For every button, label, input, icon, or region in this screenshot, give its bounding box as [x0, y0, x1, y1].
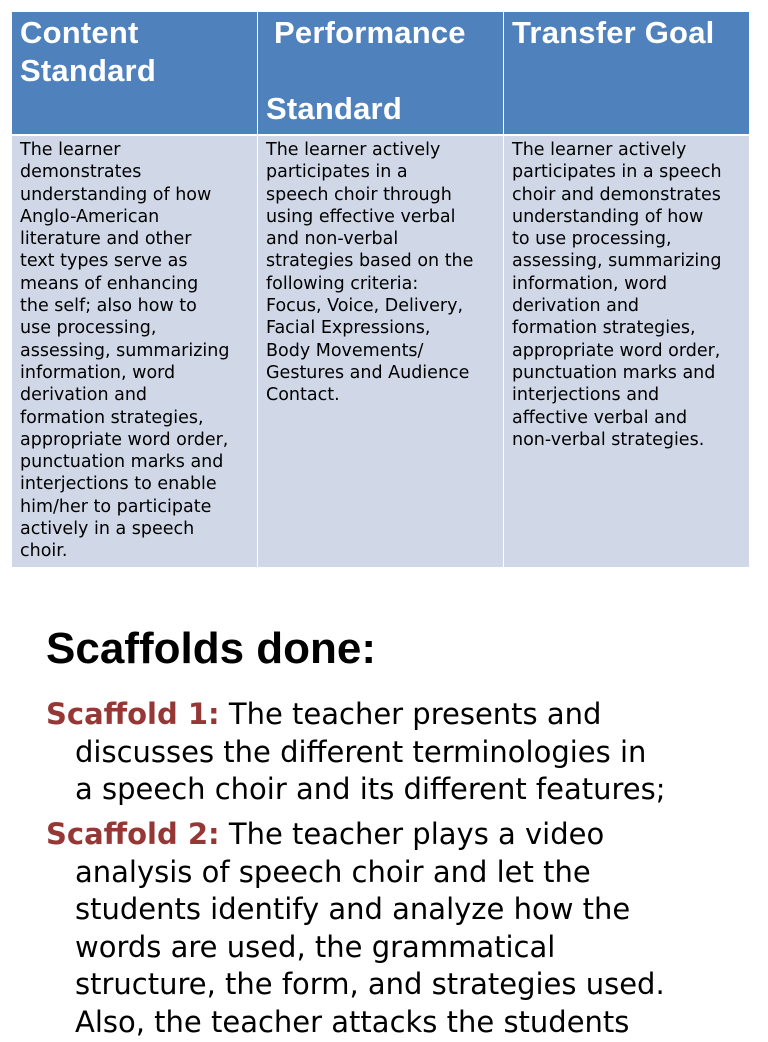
header-performance-standard	[258, 12, 503, 134]
header-line: Standard	[266, 91, 402, 126]
scaffold-line: a speech choir and its different features;	[75, 772, 666, 807]
scaffold-line	[46, 816, 756, 854]
cell-line: formation strategies,	[20, 407, 204, 428]
header-line: Performance	[274, 15, 466, 50]
cell-line: assessing, summarizing	[20, 340, 230, 361]
cell-line: Anglo-American	[20, 206, 160, 227]
cell-line: Gestures and Audience	[266, 362, 470, 383]
scaffold-line: analysis of speech choir and let the	[75, 854, 591, 889]
cell-line: punctuation marks and	[20, 452, 224, 473]
cell-line: using effective verbal	[266, 206, 456, 227]
scaffold-item-1	[46, 696, 756, 809]
cell-line: following criteria:	[266, 273, 419, 294]
cell-line: information, word	[20, 362, 176, 383]
cell-line: choir.	[20, 541, 68, 562]
scaffold-label: Scaffold 1:	[46, 697, 220, 731]
scaffold-line: students identify and analyze how the	[75, 892, 631, 927]
cell-line: actively in a speech	[20, 519, 195, 540]
cell-line: the self; also how to	[20, 296, 197, 317]
cell-line: Facial Expressions,	[266, 318, 431, 339]
cell-line: Focus, Voice, Delivery,	[266, 296, 464, 317]
cell-line: information, word	[512, 273, 668, 294]
cell-line: and non-verbal	[266, 229, 399, 250]
cell-line: appropriate word order,	[20, 429, 229, 450]
header-transfer-goal	[504, 12, 749, 134]
cell-performance-standard	[258, 136, 503, 567]
header-line	[274, 52, 495, 90]
cell-line: understanding of how	[20, 184, 212, 205]
cell-line: choir and demonstrates	[512, 184, 721, 205]
scaffold-text: The teacher plays a video	[219, 817, 605, 851]
cell-line: non-verbal strategies.	[512, 429, 705, 450]
cell-line: means of enhancing	[20, 273, 199, 294]
cell-line: interjections to enable	[20, 474, 217, 495]
scaffolds-heading: Scaffolds done:	[46, 624, 377, 673]
cell-line: punctuation marks and	[512, 362, 716, 383]
scaffold-label: Scaffold 2:	[46, 817, 220, 851]
cell-line: participates in a speech	[512, 162, 722, 183]
cell-line: Contact.	[266, 385, 340, 406]
cell-line: assessing, summarizing	[512, 251, 722, 272]
header-content-standard	[12, 12, 257, 134]
cell-line: interjections and	[512, 385, 660, 406]
cell-line: understanding of how	[512, 206, 704, 227]
cell-line: text types serve as	[20, 251, 188, 272]
header-line: Transfer Goal	[512, 15, 715, 50]
cell-line: demonstrates	[20, 162, 142, 183]
header-line: Standard	[20, 53, 156, 88]
cell-line: The learner actively	[266, 140, 441, 160]
cell-line: Body Movements/	[266, 340, 424, 361]
cell-line: appropriate word order,	[512, 340, 721, 361]
scaffold-line: Also, the teacher attacks the students	[75, 1004, 630, 1039]
cell-line: use processing,	[20, 318, 157, 339]
cell-line: derivation and	[20, 385, 148, 406]
cell-line: strategies based on the	[266, 251, 474, 272]
scaffold-item-2	[46, 816, 756, 1042]
cell-line: literature and other	[20, 229, 192, 250]
cell-line: formation strategies,	[512, 318, 696, 339]
cell-line: speech choir through	[266, 184, 452, 205]
cell-content-standard	[12, 136, 257, 567]
scaffold-line: structure, the form, and strategies used.	[75, 967, 665, 1002]
cell-transfer-goal	[504, 136, 749, 567]
cell-line: The learner	[20, 140, 121, 160]
standards-table	[12, 12, 749, 567]
cell-line: to use processing,	[512, 229, 672, 250]
scaffold-line: words are used, the grammatical	[75, 929, 556, 964]
cell-line: affective verbal and	[512, 407, 688, 428]
scaffold-text: The teacher presents and	[219, 697, 602, 731]
cell-line: The learner actively	[512, 140, 687, 160]
scaffold-line	[46, 696, 756, 734]
cell-line: him/her to participate	[20, 496, 212, 517]
header-line: Content	[20, 15, 139, 50]
scaffold-line: discusses the different terminologies in	[75, 734, 647, 769]
cell-line: participates in a	[266, 162, 408, 183]
cell-line: derivation and	[512, 296, 640, 317]
